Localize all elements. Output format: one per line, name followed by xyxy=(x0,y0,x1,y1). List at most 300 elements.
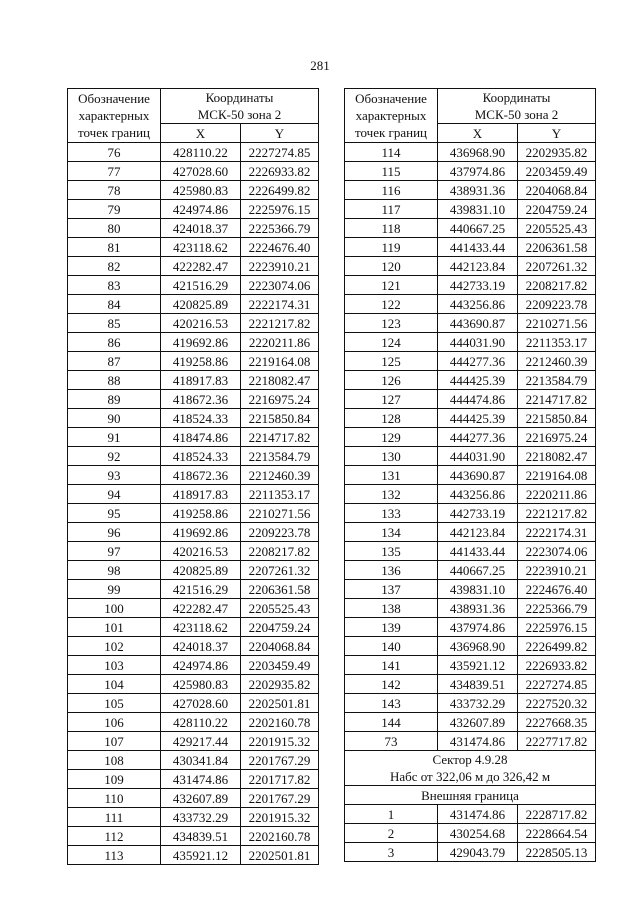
point-id-cell: 2 xyxy=(345,824,438,843)
table-row xyxy=(345,276,596,295)
point-id-cell: 79 xyxy=(68,200,161,219)
y-coordinate-cell: 2208217.82 xyxy=(518,276,596,295)
coordinates-table-right xyxy=(344,88,596,862)
x-coordinate-cell: 437974.86 xyxy=(438,162,518,181)
point-id-cell: 132 xyxy=(345,485,438,504)
y-coordinate-cell: 2221217.82 xyxy=(518,504,596,523)
x-coordinate-cell: 429043.79 xyxy=(438,843,518,862)
y-coordinate-cell: 2221217.82 xyxy=(241,314,319,333)
table-row xyxy=(345,390,596,409)
x-coordinate-cell: 418672.36 xyxy=(161,466,241,485)
x-coordinate-cell: 418917.83 xyxy=(161,485,241,504)
x-coordinate-cell: 432607.89 xyxy=(438,713,518,732)
table-row xyxy=(68,599,319,618)
point-id-cell: 86 xyxy=(68,333,161,352)
table-row xyxy=(68,162,319,181)
point-id-cell: 83 xyxy=(68,276,161,295)
table-row xyxy=(345,447,596,466)
table-row xyxy=(345,352,596,371)
table-row xyxy=(345,200,596,219)
y-coordinate-cell: 2226933.82 xyxy=(518,656,596,675)
designation-header xyxy=(68,89,161,143)
table-row xyxy=(345,656,596,675)
point-id-cell: 115 xyxy=(345,162,438,181)
y-coordinate-cell: 2213584.79 xyxy=(518,371,596,390)
table-row xyxy=(345,694,596,713)
point-id-cell: 134 xyxy=(345,523,438,542)
y-coordinate-cell: 2210271.56 xyxy=(518,314,596,333)
x-coordinate-cell: 419692.86 xyxy=(161,333,241,352)
point-id-cell: 90 xyxy=(68,409,161,428)
y-coordinate-cell: 2215850.84 xyxy=(241,409,319,428)
table-row xyxy=(68,713,319,732)
point-id-cell: 120 xyxy=(345,257,438,276)
point-id-cell: 128 xyxy=(345,409,438,428)
y-coordinate-cell: 2204759.24 xyxy=(241,618,319,637)
boundary-row xyxy=(345,824,596,843)
table-row xyxy=(68,808,319,827)
table-row xyxy=(345,162,596,181)
designation-header-line: точек границ xyxy=(354,125,428,140)
table-row xyxy=(68,390,319,409)
point-id-cell: 3 xyxy=(345,843,438,862)
y-coordinate-cell: 2223074.06 xyxy=(518,542,596,561)
x-coordinate-cell: 444425.39 xyxy=(438,409,518,428)
y-coordinate-cell: 2212460.39 xyxy=(518,352,596,371)
point-id-cell: 114 xyxy=(345,143,438,162)
table-row xyxy=(345,409,596,428)
table-row xyxy=(68,181,319,200)
table-row xyxy=(68,257,319,276)
coordinates-header-line: Координаты xyxy=(205,90,274,105)
point-id-cell: 141 xyxy=(345,656,438,675)
point-id-cell: 88 xyxy=(68,371,161,390)
x-coordinate-cell: 428110.22 xyxy=(161,713,241,732)
table-row xyxy=(68,694,319,713)
y-coordinate-cell: 2226933.82 xyxy=(241,162,319,181)
table-row xyxy=(345,599,596,618)
x-header: X xyxy=(438,124,518,143)
point-id-cell: 85 xyxy=(68,314,161,333)
point-id-cell: 129 xyxy=(345,428,438,447)
point-id-cell: 125 xyxy=(345,352,438,371)
point-id-cell: 98 xyxy=(68,561,161,580)
y-coordinate-cell: 2206361.58 xyxy=(241,580,319,599)
y-coordinate-cell: 2225366.79 xyxy=(241,219,319,238)
sector-caption xyxy=(345,751,596,786)
x-coordinate-cell: 443690.87 xyxy=(438,466,518,485)
y-coordinate-cell: 2214717.82 xyxy=(518,390,596,409)
y-coordinate-cell: 2205525.43 xyxy=(241,599,319,618)
x-coordinate-cell: 431474.86 xyxy=(161,770,241,789)
point-id-cell: 107 xyxy=(68,732,161,751)
designation-header-line: характерных xyxy=(78,108,150,123)
x-coordinate-cell: 438931.36 xyxy=(438,599,518,618)
point-id-cell: 118 xyxy=(345,219,438,238)
point-id-cell: 78 xyxy=(68,181,161,200)
x-coordinate-cell: 441433.44 xyxy=(438,238,518,257)
header-row xyxy=(345,89,596,124)
table-row xyxy=(345,181,596,200)
coordinates-table-left xyxy=(67,88,319,865)
designation-header xyxy=(345,89,438,143)
table-row xyxy=(345,618,596,637)
y-coordinate-cell: 2220211.86 xyxy=(518,485,596,504)
y-coordinate-cell: 2203459.49 xyxy=(241,656,319,675)
y-coordinate-cell: 2219164.08 xyxy=(518,466,596,485)
x-coordinate-cell: 433732.29 xyxy=(161,808,241,827)
table-row xyxy=(345,333,596,352)
x-coordinate-cell: 424974.86 xyxy=(161,200,241,219)
y-coordinate-cell: 2201915.32 xyxy=(241,808,319,827)
y-coordinate-cell: 2204759.24 xyxy=(518,200,596,219)
point-id-cell: 144 xyxy=(345,713,438,732)
y-coordinate-cell: 2207261.32 xyxy=(241,561,319,580)
sector-subtitle: Набс от 322,06 м до 326,42 м xyxy=(389,769,551,784)
x-coordinate-cell: 443256.86 xyxy=(438,485,518,504)
x-coordinate-cell: 418474.86 xyxy=(161,428,241,447)
point-id-cell: 111 xyxy=(68,808,161,827)
y-coordinate-cell: 2225366.79 xyxy=(518,599,596,618)
table-row xyxy=(68,732,319,751)
designation-header-line: точек границ xyxy=(77,125,151,140)
table-row xyxy=(68,770,319,789)
x-coordinate-cell: 427028.60 xyxy=(161,694,241,713)
point-id-cell: 139 xyxy=(345,618,438,637)
x-coordinate-cell: 428110.22 xyxy=(161,143,241,162)
point-id-cell: 99 xyxy=(68,580,161,599)
point-id-cell: 94 xyxy=(68,485,161,504)
point-id-cell: 138 xyxy=(345,599,438,618)
x-coordinate-cell: 424018.37 xyxy=(161,637,241,656)
x-coordinate-cell: 442123.84 xyxy=(438,523,518,542)
y-coordinate-cell: 2216975.24 xyxy=(518,428,596,447)
x-coordinate-cell: 420825.89 xyxy=(161,561,241,580)
y-coordinate-cell: 2220211.86 xyxy=(241,333,319,352)
table-row xyxy=(345,485,596,504)
x-coordinate-cell: 444031.90 xyxy=(438,447,518,466)
x-coordinate-cell: 444031.90 xyxy=(438,333,518,352)
point-id-cell: 96 xyxy=(68,523,161,542)
x-coordinate-cell: 419258.86 xyxy=(161,352,241,371)
table-row xyxy=(68,409,319,428)
point-id-cell: 1 xyxy=(345,805,438,824)
table-row xyxy=(68,789,319,808)
table-row xyxy=(68,637,319,656)
designation-header-line: Обозначение xyxy=(78,91,150,106)
y-coordinate-cell: 2224676.40 xyxy=(518,580,596,599)
x-coordinate-cell: 422282.47 xyxy=(161,599,241,618)
point-id-cell: 110 xyxy=(68,789,161,808)
x-coordinate-cell: 431474.86 xyxy=(438,805,518,824)
y-coordinate-cell: 2223910.21 xyxy=(518,561,596,580)
table-row xyxy=(345,713,596,732)
y-coordinate-cell: 2205525.43 xyxy=(518,219,596,238)
table-row xyxy=(68,656,319,675)
x-header: X xyxy=(161,124,241,143)
y-coordinate-cell: 2202935.82 xyxy=(241,675,319,694)
y-coordinate-cell: 2202935.82 xyxy=(518,143,596,162)
y-coordinate-cell: 2213584.79 xyxy=(241,447,319,466)
y-coordinate-cell: 2218082.47 xyxy=(241,371,319,390)
table-row xyxy=(68,200,319,219)
table-row xyxy=(68,333,319,352)
y-coordinate-cell: 2227274.85 xyxy=(241,143,319,162)
point-id-cell: 100 xyxy=(68,599,161,618)
x-coordinate-cell: 422282.47 xyxy=(161,257,241,276)
point-id-cell: 122 xyxy=(345,295,438,314)
x-coordinate-cell: 430341.84 xyxy=(161,751,241,770)
table-row xyxy=(345,561,596,580)
boundary-label-row xyxy=(345,786,596,805)
table-row xyxy=(68,523,319,542)
point-id-cell: 142 xyxy=(345,675,438,694)
x-coordinate-cell: 431474.86 xyxy=(438,732,518,751)
table-row xyxy=(68,238,319,257)
y-coordinate-cell: 2203459.49 xyxy=(518,162,596,181)
x-coordinate-cell: 443256.86 xyxy=(438,295,518,314)
point-id-cell: 76 xyxy=(68,143,161,162)
table-row xyxy=(68,504,319,523)
point-id-cell: 89 xyxy=(68,390,161,409)
table-row xyxy=(68,751,319,770)
point-id-cell: 103 xyxy=(68,656,161,675)
table-row xyxy=(68,371,319,390)
point-id-cell: 126 xyxy=(345,371,438,390)
y-coordinate-cell: 2225976.15 xyxy=(241,200,319,219)
y-coordinate-cell: 2210271.56 xyxy=(241,504,319,523)
point-id-cell: 112 xyxy=(68,827,161,846)
x-coordinate-cell: 434839.51 xyxy=(161,827,241,846)
table-row xyxy=(345,466,596,485)
table-row xyxy=(345,219,596,238)
table-row xyxy=(68,447,319,466)
x-coordinate-cell: 433732.29 xyxy=(438,694,518,713)
table-row xyxy=(345,542,596,561)
x-coordinate-cell: 442733.19 xyxy=(438,276,518,295)
point-id-cell: 131 xyxy=(345,466,438,485)
x-coordinate-cell: 434839.51 xyxy=(438,675,518,694)
point-id-cell: 77 xyxy=(68,162,161,181)
point-id-cell: 143 xyxy=(345,694,438,713)
y-coordinate-cell: 2207261.32 xyxy=(518,257,596,276)
x-coordinate-cell: 444277.36 xyxy=(438,352,518,371)
table-row xyxy=(345,238,596,257)
point-id-cell: 87 xyxy=(68,352,161,371)
x-coordinate-cell: 441433.44 xyxy=(438,542,518,561)
x-coordinate-cell: 420825.89 xyxy=(161,295,241,314)
table-row xyxy=(68,561,319,580)
y-header: Y xyxy=(518,124,596,143)
point-id-cell: 135 xyxy=(345,542,438,561)
x-coordinate-cell: 435921.12 xyxy=(161,846,241,865)
y-coordinate-cell: 2204068.84 xyxy=(518,181,596,200)
x-coordinate-cell: 436968.90 xyxy=(438,637,518,656)
y-coordinate-cell: 2201767.29 xyxy=(241,751,319,770)
coordinates-header-line: МСК-50 зона 2 xyxy=(474,107,559,122)
point-id-cell: 105 xyxy=(68,694,161,713)
table-row xyxy=(345,143,596,162)
x-coordinate-cell: 440667.25 xyxy=(438,561,518,580)
point-id-cell: 113 xyxy=(68,846,161,865)
page-number: 281 xyxy=(310,58,330,73)
x-coordinate-cell: 418917.83 xyxy=(161,371,241,390)
point-id-cell: 102 xyxy=(68,637,161,656)
y-coordinate-cell: 2228717.82 xyxy=(518,805,596,824)
point-id-cell: 81 xyxy=(68,238,161,257)
x-coordinate-cell: 423118.62 xyxy=(161,618,241,637)
point-id-cell: 137 xyxy=(345,580,438,599)
table-row xyxy=(345,257,596,276)
table-row xyxy=(345,637,596,656)
y-coordinate-cell: 2222174.31 xyxy=(241,295,319,314)
table-row xyxy=(68,276,319,295)
y-coordinate-cell: 2209223.78 xyxy=(241,523,319,542)
x-coordinate-cell: 443690.87 xyxy=(438,314,518,333)
y-coordinate-cell: 2228505.13 xyxy=(518,843,596,862)
table-row xyxy=(68,219,319,238)
x-coordinate-cell: 423118.62 xyxy=(161,238,241,257)
y-coordinate-cell: 2223074.06 xyxy=(241,276,319,295)
coordinates-header-line: Координаты xyxy=(482,90,551,105)
table-row xyxy=(345,314,596,333)
table-row xyxy=(345,428,596,447)
designation-header-line: Обозначение xyxy=(355,91,427,106)
y-coordinate-cell: 2208217.82 xyxy=(241,542,319,561)
point-id-cell: 97 xyxy=(68,542,161,561)
point-id-cell: 91 xyxy=(68,428,161,447)
x-coordinate-cell: 418672.36 xyxy=(161,390,241,409)
y-coordinate-cell: 2223910.21 xyxy=(241,257,319,276)
table-row xyxy=(68,295,319,314)
y-coordinate-cell: 2211353.17 xyxy=(241,485,319,504)
y-coordinate-cell: 2214717.82 xyxy=(241,428,319,447)
x-coordinate-cell: 419692.86 xyxy=(161,523,241,542)
point-id-cell: 140 xyxy=(345,637,438,656)
y-coordinate-cell: 2202160.78 xyxy=(241,713,319,732)
point-id-cell: 130 xyxy=(345,447,438,466)
point-id-cell: 123 xyxy=(345,314,438,333)
x-coordinate-cell: 435921.12 xyxy=(438,656,518,675)
y-coordinate-cell: 2226499.82 xyxy=(241,181,319,200)
y-coordinate-cell: 2204068.84 xyxy=(241,637,319,656)
table-row xyxy=(345,580,596,599)
point-id-cell: 119 xyxy=(345,238,438,257)
x-coordinate-cell: 442123.84 xyxy=(438,257,518,276)
x-coordinate-cell: 444474.86 xyxy=(438,390,518,409)
y-header: Y xyxy=(241,124,319,143)
x-coordinate-cell: 436968.90 xyxy=(438,143,518,162)
table-row xyxy=(68,846,319,865)
point-id-cell: 84 xyxy=(68,295,161,314)
x-coordinate-cell: 418524.33 xyxy=(161,447,241,466)
point-id-cell: 73 xyxy=(345,732,438,751)
y-coordinate-cell: 2209223.78 xyxy=(518,295,596,314)
y-coordinate-cell: 2227717.82 xyxy=(518,732,596,751)
y-coordinate-cell: 2212460.39 xyxy=(241,466,319,485)
y-coordinate-cell: 2227520.32 xyxy=(518,694,596,713)
point-id-cell: 108 xyxy=(68,751,161,770)
table-row xyxy=(68,352,319,371)
table-row xyxy=(345,295,596,314)
x-coordinate-cell: 420216.53 xyxy=(161,314,241,333)
y-coordinate-cell: 2224676.40 xyxy=(241,238,319,257)
point-id-cell: 133 xyxy=(345,504,438,523)
y-coordinate-cell: 2201767.29 xyxy=(241,789,319,808)
point-id-cell: 95 xyxy=(68,504,161,523)
boundary-row xyxy=(345,805,596,824)
y-coordinate-cell: 2227668.35 xyxy=(518,713,596,732)
point-id-cell: 117 xyxy=(345,200,438,219)
table-row xyxy=(68,466,319,485)
y-coordinate-cell: 2222174.31 xyxy=(518,523,596,542)
y-coordinate-cell: 2219164.08 xyxy=(241,352,319,371)
boundary-label: Внешняя граница xyxy=(345,786,596,805)
x-coordinate-cell: 438931.36 xyxy=(438,181,518,200)
table-row xyxy=(68,143,319,162)
x-coordinate-cell: 424018.37 xyxy=(161,219,241,238)
point-id-cell: 104 xyxy=(68,675,161,694)
sector-title: Сектор 4.9.28 xyxy=(432,752,508,767)
coordinates-header-line: МСК-50 зона 2 xyxy=(197,107,282,122)
table-row xyxy=(68,827,319,846)
y-coordinate-cell: 2227274.85 xyxy=(518,675,596,694)
sector-row xyxy=(345,751,596,786)
point-id-cell: 82 xyxy=(68,257,161,276)
point-id-cell: 80 xyxy=(68,219,161,238)
table-row xyxy=(345,371,596,390)
x-coordinate-cell: 430254.68 xyxy=(438,824,518,843)
x-coordinate-cell: 421516.29 xyxy=(161,276,241,295)
x-coordinate-cell: 439831.10 xyxy=(438,580,518,599)
y-coordinate-cell: 2202501.81 xyxy=(241,694,319,713)
x-coordinate-cell: 437974.86 xyxy=(438,618,518,637)
y-coordinate-cell: 2206361.58 xyxy=(518,238,596,257)
x-coordinate-cell: 425980.83 xyxy=(161,675,241,694)
header-row xyxy=(68,89,319,124)
y-coordinate-cell: 2226499.82 xyxy=(518,637,596,656)
point-id-cell: 124 xyxy=(345,333,438,352)
x-coordinate-cell: 424974.86 xyxy=(161,656,241,675)
x-coordinate-cell: 444277.36 xyxy=(438,428,518,447)
y-coordinate-cell: 2225976.15 xyxy=(518,618,596,637)
y-coordinate-cell: 2201717.82 xyxy=(241,770,319,789)
point-id-cell: 92 xyxy=(68,447,161,466)
x-coordinate-cell: 439831.10 xyxy=(438,200,518,219)
point-id-cell: 109 xyxy=(68,770,161,789)
table-row xyxy=(345,523,596,542)
point-id-cell: 136 xyxy=(345,561,438,580)
table-row xyxy=(68,580,319,599)
x-coordinate-cell: 442733.19 xyxy=(438,504,518,523)
table-row xyxy=(68,314,319,333)
y-coordinate-cell: 2216975.24 xyxy=(241,390,319,409)
x-coordinate-cell: 419258.86 xyxy=(161,504,241,523)
y-coordinate-cell: 2215850.84 xyxy=(518,409,596,428)
table-row xyxy=(68,542,319,561)
table-row xyxy=(68,485,319,504)
point-id-cell: 121 xyxy=(345,276,438,295)
x-coordinate-cell: 427028.60 xyxy=(161,162,241,181)
y-coordinate-cell: 2202501.81 xyxy=(241,846,319,865)
table-row xyxy=(345,675,596,694)
x-coordinate-cell: 429217.44 xyxy=(161,732,241,751)
table-row xyxy=(345,504,596,523)
x-coordinate-cell: 425980.83 xyxy=(161,181,241,200)
x-coordinate-cell: 420216.53 xyxy=(161,542,241,561)
y-coordinate-cell: 2218082.47 xyxy=(518,447,596,466)
coordinates-header xyxy=(438,89,596,124)
